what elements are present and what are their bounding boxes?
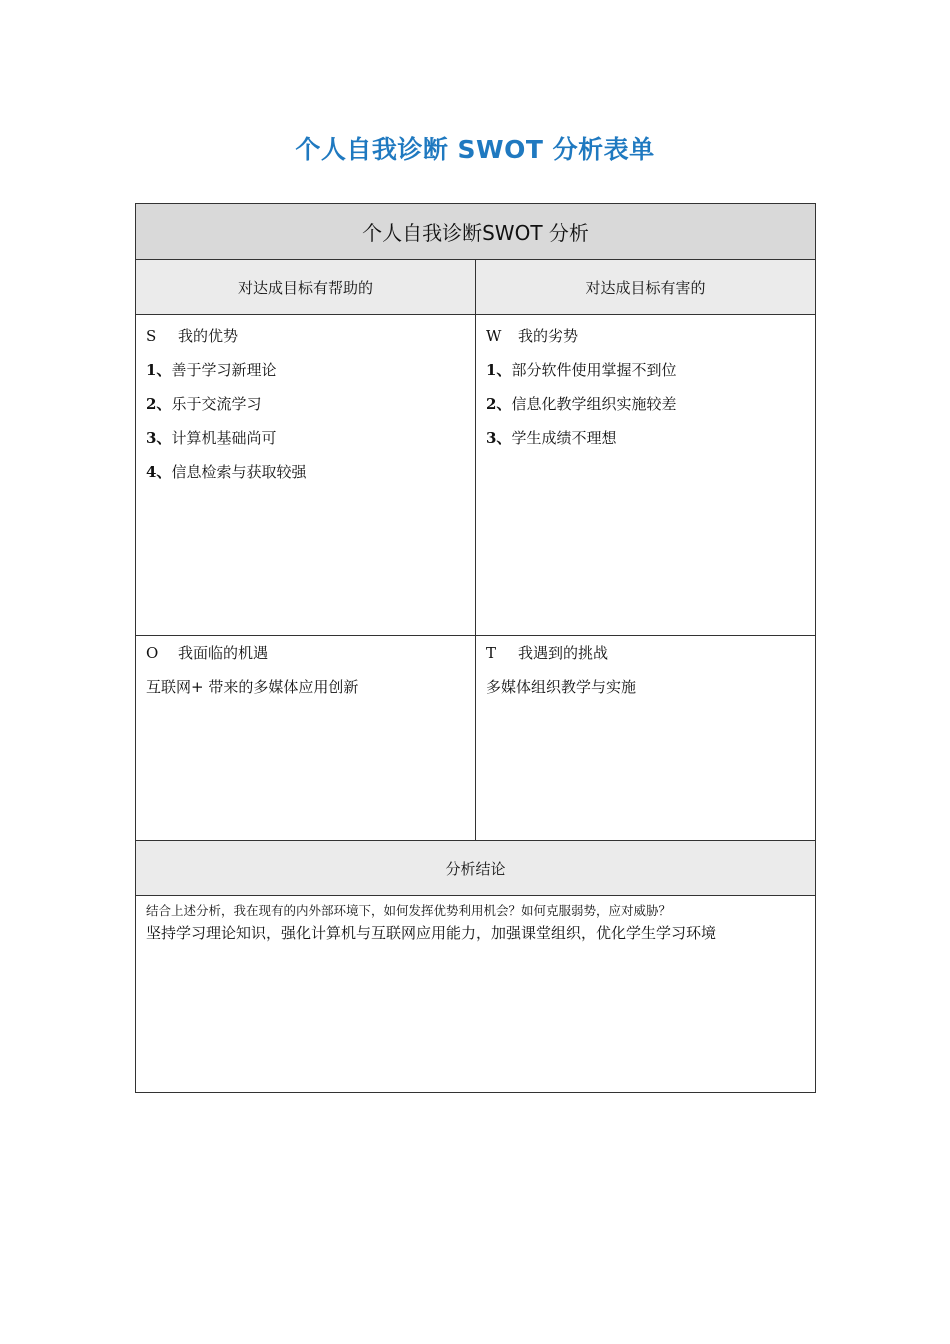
strengths-heading-text: 我的优势 (178, 327, 239, 345)
strength-item (146, 387, 467, 421)
conclusion-prompt: 结合上述分析，我在现有的内外部环境下，如何发挥优势利用机会？如何克服弱势，应对威胁？ (146, 903, 672, 918)
item-number: 1、 (146, 361, 172, 379)
item-text: 部分软件使用掌握不到位 (511, 361, 677, 379)
strengths-letter: S (146, 327, 157, 345)
weakness-item (486, 421, 807, 455)
item-text: 计算机基础尚可 (171, 429, 277, 447)
swot-table (135, 203, 816, 1093)
strength-item (146, 421, 467, 455)
conclusion-answer: 坚持学习理论知识，强化计算机与互联网应用能力，加强课堂组织，优化学生学习环境 (146, 924, 717, 942)
conclusion-header: 分析结论 (136, 841, 816, 896)
item-text: 信息化教学组织实施较差 (511, 395, 677, 413)
opportunities-letter: O (146, 644, 159, 662)
item-number: 4、 (146, 463, 172, 481)
weaknesses-cell (476, 315, 816, 636)
item-number: 3、 (486, 429, 512, 447)
opportunities-cell (136, 636, 476, 841)
weaknesses-letter: W (486, 327, 502, 345)
item-number: 2、 (146, 395, 172, 413)
strengths-heading (146, 323, 467, 349)
threats-heading (486, 640, 807, 666)
strength-item (146, 455, 467, 489)
threats-cell (476, 636, 816, 841)
item-text: 学生成绩不理想 (511, 429, 617, 447)
weaknesses-heading-text: 我的劣势 (518, 327, 579, 345)
threat-text: 多媒体组织教学与实施 (486, 678, 637, 696)
weaknesses-heading (486, 323, 807, 349)
item-text: 信息检索与获取较强 (171, 463, 307, 481)
item-text: 乐于交流学习 (171, 395, 262, 413)
item-number: 1、 (486, 361, 512, 379)
threats-letter: T (486, 644, 497, 662)
opportunities-heading (146, 640, 467, 666)
strengths-cell (136, 315, 476, 636)
strength-item (146, 353, 467, 387)
weakness-item (486, 353, 807, 387)
conclusion-cell (136, 896, 816, 1093)
weakness-item (486, 387, 807, 421)
opportunity-text: 互联网+ 带来的多媒体应用创新 (146, 678, 359, 696)
threats-heading-text: 我遇到的挑战 (518, 644, 609, 662)
item-text: 善于学习新理论 (171, 361, 277, 379)
helpful-column-header: 对达成目标有帮助的 (136, 260, 476, 315)
opportunities-heading-text: 我面临的机遇 (178, 644, 269, 662)
item-number: 3、 (146, 429, 172, 447)
page-title: 个人自我诊断 SWOT 分析表单 (295, 135, 655, 164)
harmful-column-header: 对达成目标有害的 (476, 260, 816, 315)
item-number: 2、 (486, 395, 512, 413)
table-main-header: 个人自我诊断SWOT 分析 (136, 204, 816, 260)
